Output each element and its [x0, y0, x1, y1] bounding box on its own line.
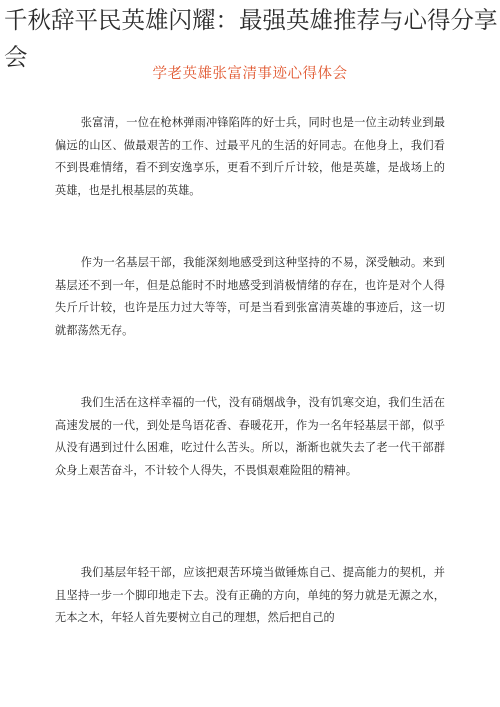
- paragraph-2: 作为一名基层干部，我能深刻地感受到这种坚持的不易，深受触动。来到基层还不到一年，但是总能时不时地感受到消极情绪的存在，也许是对个人得失斤斤计较，也许是压力过大等等，可是当看到张富清英雄的事迹后，这一切就都荡然无存。: [55, 256, 445, 337]
- paragraph-1: 张富清，一位在枪林弹雨冲锋陷阵的好士兵，同时也是一位主动转业到最偏远的山区、做最艰苦的工作、过最平凡的生活的好同志。在他身上，我们看不到畏难情绪，看不到安逸享乐，更看不到斤斤计较，他是英雄，是战场上的英雄，也是扎根基层的英雄。: [55, 116, 445, 197]
- document-title: 学老英雄张富清事迹心得体会: [152, 66, 348, 82]
- paragraph-4: 我们基层年轻干部，应该把艰苦环境当做锤炼自己、提高能力的契机，并且坚持一步一个脚印地走下去。没有正确的方向，单纯的努力就是无源之水，无本之木，年轻人首先要树立自己的理想，然后把自己的: [55, 566, 445, 624]
- paragraph-3: 我们生活在这样幸福的一代，没有硝烟战争，没有饥寒交迫，我们生活在高速发展的一代，到处是鸟语花香、春暖花开，作为一名年轻基层干部，似乎从没有遇到过什么困难，吃过什么苦头。所以，渐渐也就失去了老一代干部群众身上艰苦奋斗，不计较个人得失，不畏惧艰难险阻的精神。: [55, 396, 445, 477]
- page-heading: 千秋辞平民英雄闪耀：最强英雄推荐与心得分享会: [4, 6, 498, 71]
